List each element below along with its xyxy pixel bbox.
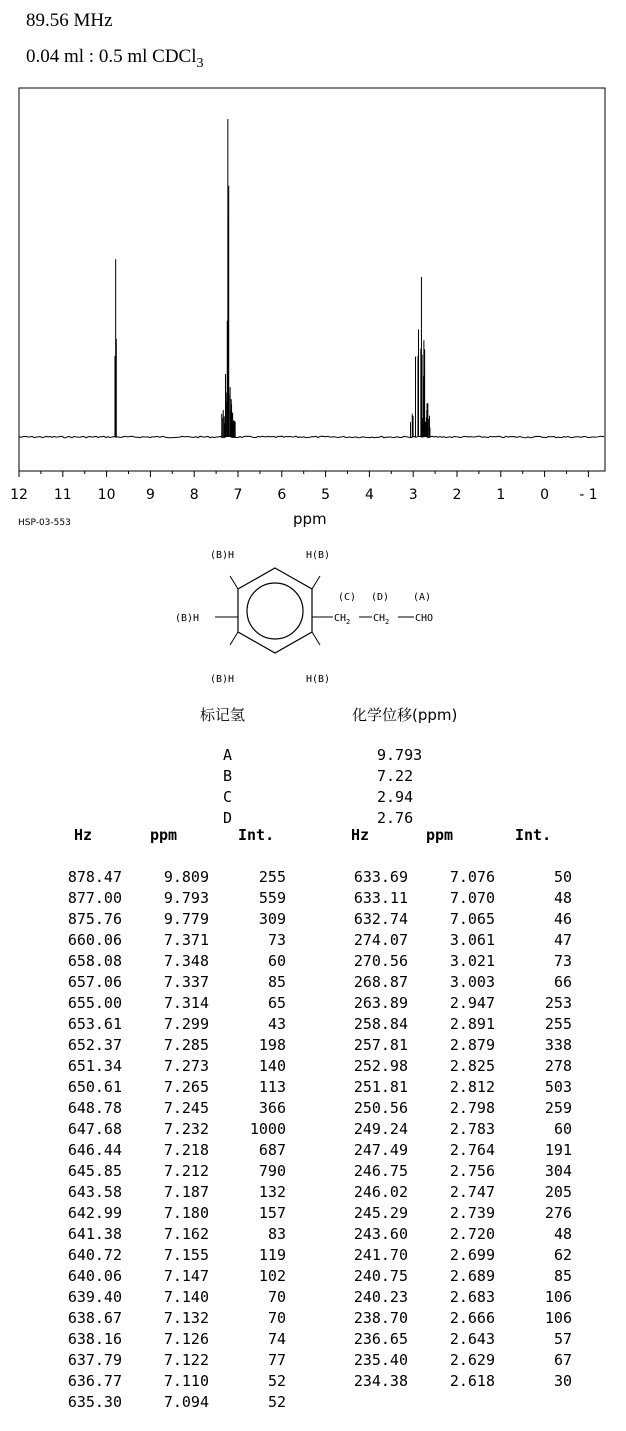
peak-intensity: 73: [267, 931, 286, 949]
x-tick-label: 9: [145, 487, 155, 503]
peak-ppm: 9.793: [163, 889, 209, 907]
peak-hz: 638.16: [67, 1330, 122, 1348]
peak-ppm: 7.245: [163, 1099, 209, 1117]
peak-ppm: 2.689: [449, 1267, 495, 1285]
x-tick-label: 4: [364, 487, 374, 503]
peak-intensity: 132: [258, 1183, 286, 1201]
ch2-1-sub: 2: [346, 618, 351, 626]
bond-top-right: [312, 576, 320, 589]
peak-hz: 258.84: [353, 1015, 408, 1033]
peak-intensity: 106: [544, 1309, 572, 1327]
peak-ppm: 7.094: [163, 1393, 209, 1411]
peak-ppm: 2.643: [449, 1330, 495, 1348]
spectrum-code: HSP-03-553: [18, 518, 71, 528]
peak-hz: 645.85: [67, 1162, 122, 1180]
peak-hz: 653.61: [67, 1015, 122, 1033]
assignment-shift: 2.94: [377, 788, 414, 806]
peak-hz: 238.70: [353, 1309, 408, 1327]
peak-intensity: 157: [258, 1204, 286, 1222]
peak-ppm: 2.739: [449, 1204, 495, 1222]
peak-ppm: 7.155: [163, 1246, 209, 1264]
peak-ppm: 9.809: [163, 868, 209, 886]
peak-hz: 642.99: [67, 1204, 122, 1222]
peak-ppm: 7.337: [163, 973, 209, 991]
peak-intensity: 52: [267, 1393, 286, 1411]
peak-ppm: 3.061: [449, 931, 495, 949]
peak-ppm: 7.110: [163, 1372, 209, 1390]
peak-hz: 240.23: [353, 1288, 408, 1306]
peak-intensity: 205: [544, 1183, 572, 1201]
peak-hz: 635.30: [67, 1393, 122, 1411]
peak-hz: 878.47: [67, 868, 122, 886]
peak-hz: 243.60: [353, 1225, 408, 1243]
peak-hz: 658.08: [67, 952, 122, 970]
peak-intensity: 366: [258, 1099, 286, 1117]
peak-intensity: 50: [553, 868, 572, 886]
label-c: (C): [338, 592, 357, 603]
peak-hz: 241.70: [353, 1246, 408, 1264]
peak-intensity: 119: [258, 1246, 286, 1264]
assignment-label: A: [223, 746, 233, 764]
peak-hz: 268.87: [353, 973, 408, 991]
benzene-ring: [238, 568, 312, 653]
peak-ppm: 2.947: [449, 994, 495, 1012]
peak-intensity: 559: [258, 889, 286, 907]
peak-hz: 638.67: [67, 1309, 122, 1327]
peak-intensity: 60: [267, 952, 286, 970]
peak-intensity: 259: [544, 1099, 572, 1117]
peak-intensity: 77: [267, 1351, 286, 1369]
peak-intensity: 47: [553, 931, 572, 949]
peak-ppm: 7.162: [163, 1225, 209, 1243]
peak-ppm: 2.783: [449, 1120, 495, 1138]
peak-intensity: 73: [553, 952, 572, 970]
peak-ppm: 7.265: [163, 1078, 209, 1096]
peak-intensity: 48: [553, 889, 572, 907]
peak-intensity: 1000: [249, 1120, 286, 1138]
peak-ppm: 3.021: [449, 952, 495, 970]
peak-hz: 240.75: [353, 1267, 408, 1285]
molecule-structure: [160, 540, 460, 690]
peak-ppm: 2.764: [449, 1141, 495, 1159]
peak-hz: 641.38: [67, 1225, 122, 1243]
peak-hz: 249.24: [353, 1120, 408, 1138]
bond-bottom-left: [230, 632, 238, 645]
h-bottom-right-label: H(B): [306, 674, 331, 685]
peak-intensity: 30: [553, 1372, 572, 1390]
peak-hz: 246.02: [353, 1183, 408, 1201]
spectrometer-frequency: 89.56 MHz: [26, 10, 113, 31]
peak-intensity: 70: [267, 1309, 286, 1327]
x-tick-label: 12: [10, 487, 28, 503]
assignment-label-header: 标记氢: [200, 706, 246, 724]
peak-hz: 640.72: [67, 1246, 122, 1264]
peak-intensity: 62: [553, 1246, 572, 1264]
peak-hz: 245.29: [353, 1204, 408, 1222]
spectrum-baseline: [19, 436, 604, 438]
x-tick-label: 3: [408, 487, 418, 503]
peak-ppm: 7.371: [163, 931, 209, 949]
x-tick-label: 2: [452, 487, 462, 503]
peak-ppm: 7.232: [163, 1120, 209, 1138]
peak-hz: 246.75: [353, 1162, 408, 1180]
peak-intensity: 198: [258, 1036, 286, 1054]
peak-ppm: 2.699: [449, 1246, 495, 1264]
peak-ppm: 7.180: [163, 1204, 209, 1222]
peak-intensity: 255: [544, 1015, 572, 1033]
peak-ppm: 7.348: [163, 952, 209, 970]
peak-ppm: 9.779: [163, 910, 209, 928]
peak-ppm: 2.891: [449, 1015, 495, 1033]
peak-hz: 632.74: [353, 910, 408, 928]
peak-hz: 647.68: [67, 1120, 122, 1138]
peak-intensity: 102: [258, 1267, 286, 1285]
x-tick-label: 6: [277, 487, 287, 503]
ch2-1-text: CH: [334, 613, 347, 624]
assignment-label: B: [223, 767, 233, 785]
peak-ppm: 7.314: [163, 994, 209, 1012]
nmr-spectrum-chart: [0, 80, 626, 510]
assignment-shift: 9.793: [377, 746, 423, 764]
x-tick-labels: [10, 487, 598, 503]
peak-ppm: 7.187: [163, 1183, 209, 1201]
peak-intensity: 43: [267, 1015, 286, 1033]
peak-ppm: 2.666: [449, 1309, 495, 1327]
x-tick-label: 1: [496, 487, 506, 503]
peak-intensity: 276: [544, 1204, 572, 1222]
ch2-2-sub: 2: [385, 618, 390, 626]
peak-hz: 250.56: [353, 1099, 408, 1117]
peak-hz: 251.81: [353, 1078, 408, 1096]
peak-intensity: 106: [544, 1288, 572, 1306]
peak-ppm: 2.812: [449, 1078, 495, 1096]
assignment-shift: 7.22: [377, 767, 414, 785]
peak-ppm: 2.683: [449, 1288, 495, 1306]
peak-ppm: 3.003: [449, 973, 495, 991]
peak-intensity: 57: [553, 1330, 572, 1348]
peak-header-ppm-left: ppm: [150, 826, 178, 844]
peak-hz: 648.78: [67, 1099, 122, 1117]
sample-subscript: 3: [196, 55, 204, 71]
peak-intensity: 140: [258, 1057, 286, 1075]
x-tick-label: 7: [233, 487, 243, 503]
peak-intensity: 60: [553, 1120, 572, 1138]
peak-header-int-left: Int.: [238, 826, 275, 844]
h-top-right-label: H(B): [306, 550, 331, 561]
x-tick-label: 5: [321, 487, 331, 503]
peak-intensity: 85: [267, 973, 286, 991]
x-tick-label: 11: [53, 487, 72, 503]
peak-hz: 657.06: [67, 973, 122, 991]
peak-ppm: 7.218: [163, 1141, 209, 1159]
peak-intensity: 338: [544, 1036, 572, 1054]
h-top-left-label: (B)H: [210, 550, 235, 561]
peak-hz: 633.69: [353, 868, 408, 886]
peak-hz: 660.06: [67, 931, 122, 949]
ch2-group-1: [334, 613, 350, 626]
bond-top-left: [230, 576, 238, 589]
assignment-label: D: [223, 809, 233, 827]
assignment-label: C: [223, 788, 233, 806]
peak-intensity: 48: [553, 1225, 572, 1243]
peak-ppm: 7.140: [163, 1288, 209, 1306]
peak-ppm: 2.879: [449, 1036, 495, 1054]
peak-hz: 650.61: [67, 1078, 122, 1096]
peak-intensity: 253: [544, 994, 572, 1012]
peak-ppm: 2.756: [449, 1162, 495, 1180]
peak-intensity: 52: [267, 1372, 286, 1390]
peak-ppm: 7.070: [449, 889, 495, 907]
peak-hz: 636.77: [67, 1372, 122, 1390]
peak-hz: 637.79: [67, 1351, 122, 1369]
peak-header-int-right: Int.: [515, 826, 552, 844]
peak-hz: 633.11: [353, 889, 408, 907]
ch2-2-text: CH: [373, 613, 386, 624]
peak-intensity: 67: [553, 1351, 572, 1369]
peak-hz: 639.40: [67, 1288, 122, 1306]
peak-ppm: 7.212: [163, 1162, 209, 1180]
x-tick-label: 0: [540, 487, 550, 503]
peak-header-hz-left: Hz: [74, 826, 93, 844]
peak-ppm: 7.285: [163, 1036, 209, 1054]
peak-header-hz-right: Hz: [351, 826, 370, 844]
peak-ppm: 2.618: [449, 1372, 495, 1390]
x-tick-label: 10: [97, 487, 116, 503]
peak-hz: 257.81: [353, 1036, 408, 1054]
peak-intensity: 113: [258, 1078, 286, 1096]
peak-ppm: 2.825: [449, 1057, 495, 1075]
peak-hz: 274.07: [353, 931, 408, 949]
label-d: (D): [371, 592, 390, 603]
sample-conditions: [26, 46, 204, 72]
peak-ppm: 7.147: [163, 1267, 209, 1285]
peak-ppm: 7.076: [449, 868, 495, 886]
assignment-shift: 2.76: [377, 809, 414, 827]
peak-intensity: 65: [267, 994, 286, 1012]
sample-text: 0.04 ml : 0.5 ml CDCl: [26, 46, 197, 67]
cho-group: CHO: [415, 613, 434, 624]
peak-hz: 263.89: [353, 994, 408, 1012]
peak-hz: 646.44: [67, 1141, 122, 1159]
peak-intensity: 85: [553, 1267, 572, 1285]
peak-intensity: 790: [258, 1162, 286, 1180]
peak-hz: 643.58: [67, 1183, 122, 1201]
peak-header-ppm-right: ppm: [426, 826, 454, 844]
peak-intensity: 304: [544, 1162, 572, 1180]
peak-hz: 651.34: [67, 1057, 122, 1075]
peak-hz: 640.06: [67, 1267, 122, 1285]
peak-ppm: 7.132: [163, 1309, 209, 1327]
peak-intensity: 83: [267, 1225, 286, 1243]
assignment-shift-header: 化学位移(ppm): [352, 706, 458, 724]
peak-intensity: 687: [258, 1141, 286, 1159]
peak-ppm: 7.065: [449, 910, 495, 928]
peak-intensity: 66: [553, 973, 572, 991]
peak-ppm: 2.798: [449, 1099, 495, 1117]
aromatic-circle: [247, 583, 303, 639]
x-axis-label: ppm: [293, 510, 327, 528]
peak-intensity: 503: [544, 1078, 572, 1096]
plot-frame: [19, 88, 605, 471]
peak-hz: 877.00: [67, 889, 122, 907]
peak-hz: 252.98: [353, 1057, 408, 1075]
peak-ppm: 2.629: [449, 1351, 495, 1369]
h-left-label: (B)H: [175, 613, 200, 624]
peak-ppm: 7.126: [163, 1330, 209, 1348]
peak-ppm: 7.299: [163, 1015, 209, 1033]
x-axis: [19, 471, 588, 477]
peak-intensity: 255: [258, 868, 286, 886]
peak-hz: 235.40: [353, 1351, 408, 1369]
x-tick-label: 8: [189, 487, 199, 503]
peak-hz: 875.76: [67, 910, 122, 928]
peak-intensity: 46: [553, 910, 572, 928]
peak-intensity: 278: [544, 1057, 572, 1075]
peak-intensity: 191: [544, 1141, 572, 1159]
peak-intensity: 74: [267, 1330, 286, 1348]
peak-hz: 236.65: [353, 1330, 408, 1348]
peak-hz: 652.37: [67, 1036, 122, 1054]
x-tick-label: - 1: [579, 487, 598, 503]
ch2-group-2: [373, 613, 389, 626]
peak-ppm: 7.122: [163, 1351, 209, 1369]
peak-hz: 270.56: [353, 952, 408, 970]
label-a: (A): [413, 592, 432, 603]
peak-hz: 247.49: [353, 1141, 408, 1159]
bond-bottom-right: [312, 632, 320, 645]
peak-ppm: 2.720: [449, 1225, 495, 1243]
spectrum-peaks: [19, 119, 604, 438]
peak-hz: 655.00: [67, 994, 122, 1012]
peak-ppm: 2.747: [449, 1183, 495, 1201]
peak-intensity: 70: [267, 1288, 286, 1306]
peak-intensity: 309: [258, 910, 286, 928]
peak-ppm: 7.273: [163, 1057, 209, 1075]
peak-hz: 234.38: [353, 1372, 408, 1390]
h-bottom-left-label: (B)H: [210, 674, 235, 685]
